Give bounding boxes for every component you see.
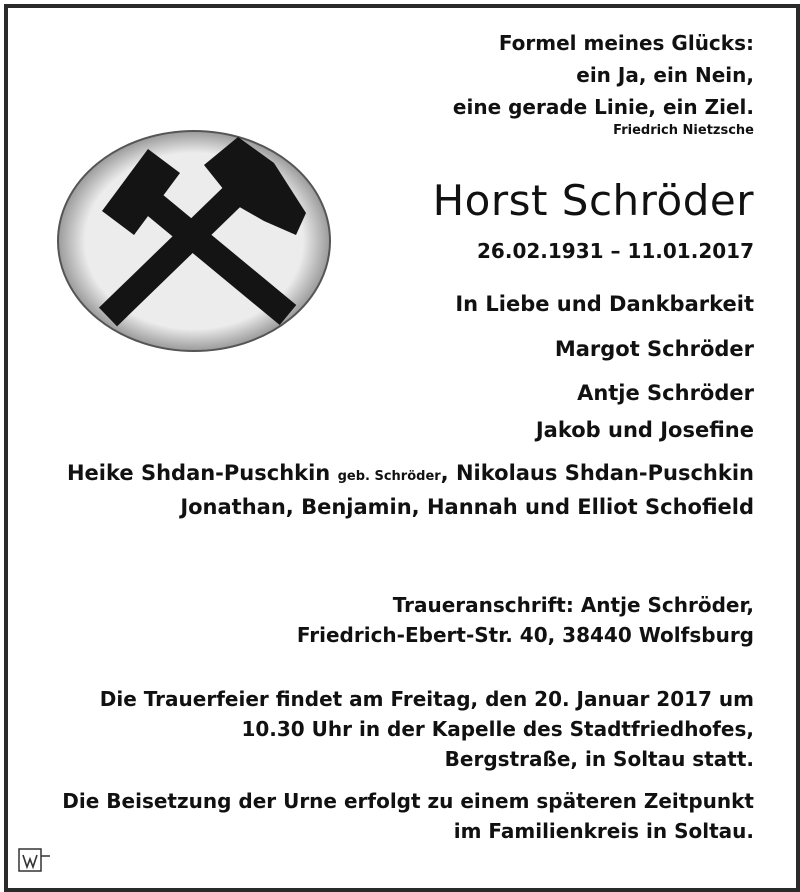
- mourner-line-3: Jakob und Josefine: [535, 418, 754, 442]
- publisher-mark-icon: [18, 848, 52, 874]
- ceremony-line-3: Bergstraße, in Soltau statt.: [444, 747, 754, 771]
- burial-line-1: Die Beisetzung der Urne erfolgt zu einem späteren Zeitpunkt: [62, 789, 754, 813]
- quote-line-2: ein Ja, ein Nein,: [576, 63, 754, 87]
- maiden-name: geb. Schröder: [337, 469, 441, 484]
- mourner-heike: Heike Shdan-Puschkin: [66, 461, 331, 485]
- ceremony-line-2: 10.30 Uhr in der Kapelle des Stadtfriedhofes,: [241, 717, 754, 741]
- hammer-and-pick-icon: [56, 129, 332, 353]
- quote-author: Friedrich Nietzsche: [613, 123, 754, 138]
- quote-line-3: eine gerade Linie, ein Ziel.: [452, 95, 754, 119]
- mourner-line-2: Antje Schröder: [577, 381, 754, 405]
- mourner-line-4: [67, 460, 754, 490]
- mourner-line-5: Jonathan, Benjamin, Hannah und Elliot Schofield: [180, 495, 754, 519]
- address-line-1: Traueranschrift: Antje Schröder,: [392, 593, 754, 617]
- mourner-line-1: Margot Schröder: [554, 337, 754, 361]
- mourners-intro: In Liebe und Dankbarkeit: [455, 292, 754, 316]
- mourner-nikolaus: , Nikolaus Shdan-Puschkin: [440, 461, 754, 485]
- deceased-name: Horst Schröder: [432, 176, 754, 225]
- address-line-2: Friedrich-Ebert-Str. 40, 38440 Wolfsburg: [296, 623, 754, 647]
- ceremony-line-1: Die Trauerfeier findet am Freitag, den 20. Januar 2017 um: [99, 687, 754, 711]
- life-dates: 26.02.1931 – 11.01.2017: [477, 239, 754, 263]
- quote-line-1: Formel meines Glücks:: [498, 31, 754, 55]
- burial-line-2: im Familienkreis in Soltau.: [453, 819, 754, 843]
